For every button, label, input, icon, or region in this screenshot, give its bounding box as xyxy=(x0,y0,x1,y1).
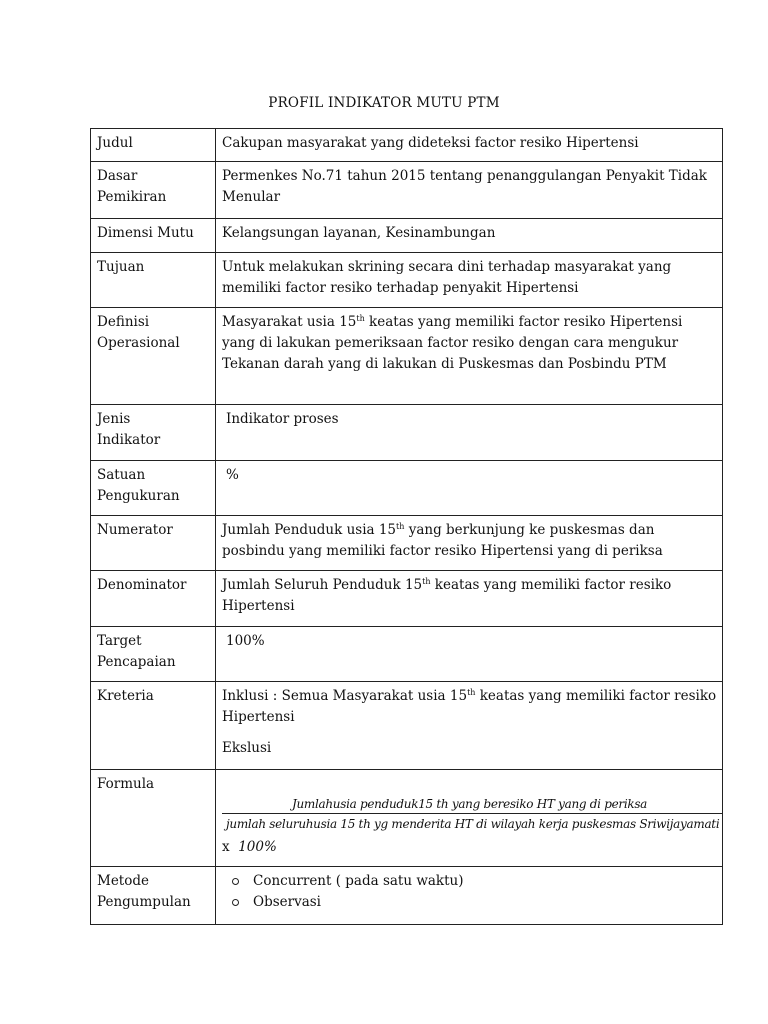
label-jenis-indikator xyxy=(91,405,216,461)
formula-numerator: Jumlahusia penduduk15 th yang beresiko HT yang di periksa xyxy=(291,797,648,811)
superscript: th xyxy=(396,522,405,531)
value-formula xyxy=(216,770,723,867)
value-target-pencapaian xyxy=(216,627,723,682)
label-line: Indikator xyxy=(97,432,161,448)
label-line: Operasional xyxy=(97,335,180,351)
method-text: Concurrent ( pada satu waktu) xyxy=(253,873,464,889)
label-line: Metode xyxy=(97,873,149,889)
label-tujuan: Tujuan xyxy=(91,253,216,308)
formula-denominator: jumlah seluruhusia 15 th yg menderita HT di wilayah kerja puskesmas Sriwijayamati xyxy=(226,817,720,831)
label-target-pencapaian xyxy=(91,627,216,682)
superscript: th xyxy=(356,314,365,323)
multiply-sign: x xyxy=(222,839,230,855)
label-judul: Judul xyxy=(91,129,216,162)
formula-fraction xyxy=(222,774,720,855)
table-row-dasar xyxy=(91,162,723,219)
value-definisi-operasional xyxy=(216,308,723,405)
value-satuan-pengukuran xyxy=(216,461,723,516)
value-kreteria xyxy=(216,682,723,770)
table-row-tujuan xyxy=(91,253,723,308)
text-segment: yang berkunjung ke puskesmas dan posbindu yang memiliki factor resiko Hipertensi yang di periksa xyxy=(222,522,663,559)
table-row-judul xyxy=(91,129,723,162)
list-item xyxy=(222,892,717,913)
label-line: Target xyxy=(97,633,142,649)
method-text: Observasi xyxy=(253,894,322,910)
table-row-formula xyxy=(91,770,723,867)
label-satuan-pengukuran xyxy=(91,461,216,516)
circle-bullet-icon xyxy=(232,878,239,885)
value-denominator xyxy=(216,571,723,627)
label-denominator: Denominator xyxy=(91,571,216,627)
label-line: Pencapaian xyxy=(97,654,176,670)
text-segment: Indikator proses xyxy=(226,411,339,427)
text-segment: Inklusi : Semua Masyarakat usia 15 xyxy=(222,688,468,704)
superscript: th xyxy=(422,577,431,586)
table-row-satuan xyxy=(91,461,723,516)
text-segment: Masyarakat usia 15 xyxy=(222,314,357,330)
value-jenis-indikator xyxy=(216,405,723,461)
inklusi-text xyxy=(222,686,717,728)
table-row-dimensi xyxy=(91,219,723,253)
method-list xyxy=(222,871,717,913)
page-title: PROFIL INDIKATOR MUTU PTM xyxy=(268,95,500,111)
table-row-target xyxy=(91,627,723,682)
percent-value: 100% xyxy=(238,839,277,855)
table-row-numerator xyxy=(91,516,723,571)
label-numerator: Numerator xyxy=(91,516,216,571)
text-segment: Jumlah Seluruh Penduduk 15 xyxy=(222,577,423,593)
text-segment: keatas yang memiliki factor resiko Hipertensi xyxy=(222,577,672,614)
value-numerator xyxy=(216,516,723,571)
eksklusi-text: Ekslusi xyxy=(222,740,272,756)
circle-bullet-icon xyxy=(232,899,239,906)
label-line: Pemikiran xyxy=(97,189,167,205)
label-line: Pengumpulan xyxy=(97,894,191,910)
value-judul: Cakupan masyarakat yang dideteksi factor resiko Hipertensi xyxy=(216,129,723,162)
label-dasar-pemikiran xyxy=(91,162,216,219)
text-segment: keatas yang memiliki factor resiko Hipertensi xyxy=(222,688,717,725)
table-row-kreteria xyxy=(91,682,723,770)
table-row-metode xyxy=(91,867,723,925)
label-line: Pengukuran xyxy=(97,488,180,504)
text-segment: Jumlah Penduduk usia 15 xyxy=(222,522,397,538)
value-tujuan: Untuk melakukan skrining secara dini terhadap masyarakat yang memiliki factor resiko terhadap penyakit Hipertensi xyxy=(216,253,723,308)
indicator-profile-table xyxy=(90,128,723,925)
text-segment: keatas yang memiliki factor resiko Hipertensi yang di lakukan pemeriksaan factor resiko dengan cara mengukur Tekanan darah yang di lakukan di Puskesmas dan Posbindu PTM xyxy=(222,314,683,372)
label-dimensi-mutu: Dimensi Mutu xyxy=(91,219,216,253)
table-row-denominator xyxy=(91,571,723,627)
label-kreteria: Kreteria xyxy=(91,682,216,770)
label-line: Dasar xyxy=(97,168,138,184)
label-definisi-operasional xyxy=(91,308,216,405)
list-item xyxy=(222,871,717,892)
superscript: th xyxy=(467,688,476,697)
value-dimensi-mutu: Kelangsungan layanan, Kesinambungan xyxy=(216,219,723,253)
label-formula: Formula xyxy=(91,770,216,867)
value-metode-pengumpulan xyxy=(216,867,723,925)
value-dasar-pemikiran: Permenkes No.71 tahun 2015 tentang penanggulangan Penyakit Tidak Menular xyxy=(216,162,723,219)
table-row-definisi xyxy=(91,308,723,405)
table-row-jenis xyxy=(91,405,723,461)
formula-multiplier xyxy=(222,837,277,858)
label-line: Satuan xyxy=(97,467,146,483)
text-segment: 100% xyxy=(226,633,265,649)
label-line: Jenis xyxy=(97,411,131,427)
label-line: Definisi xyxy=(97,314,150,330)
text-segment: % xyxy=(226,467,239,483)
label-metode-pengumpulan xyxy=(91,867,216,925)
